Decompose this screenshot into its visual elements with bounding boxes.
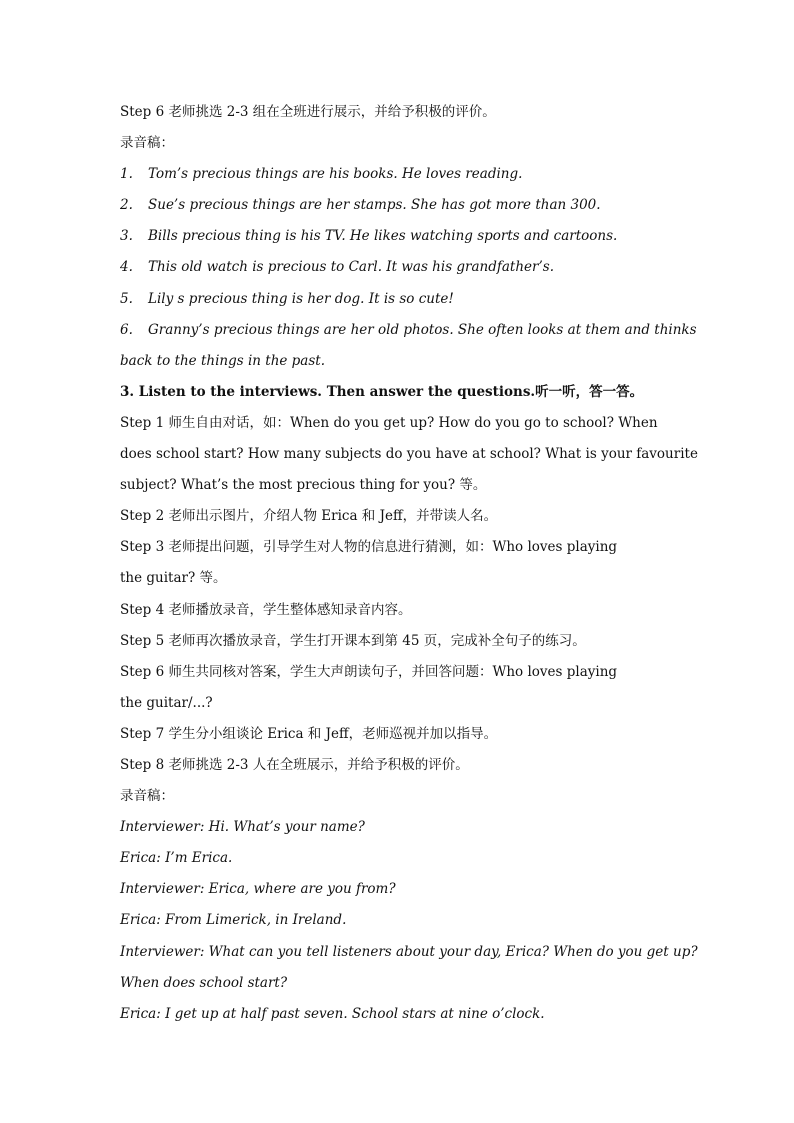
dialogue-line: Erica: From Limerick, in Ireland. — [120, 912, 347, 929]
dialogue-line: Erica: I’m Erica. — [120, 850, 233, 867]
step2: Step 2 老师出示图片，介绍人物 Erica 和 Jeff，并带读人名。 — [120, 508, 498, 525]
item-text: Sue’s precious things are her stamps. She has got more than 300. — [148, 197, 601, 214]
item-number: 6. — [120, 321, 133, 338]
transcript-item-1 — [120, 159, 675, 190]
item-number: 5. — [120, 290, 133, 307]
step3-line-2: the guitar? 等。 — [120, 570, 227, 587]
transcript-item-2 — [120, 190, 675, 221]
transcript-item-6-cont: back to the things in the past. — [120, 352, 325, 369]
section-heading: 3. Listen to the interviews. Then answer the questions.听一听，答一答。 — [120, 383, 644, 400]
transcript-item-6 — [120, 315, 697, 346]
step1-line-2: does school start? How many subjects do you have at school? What is your favourite — [120, 446, 698, 463]
dialogue-line: When does school start? — [120, 974, 288, 991]
item-text: Bills precious thing is his TV. He likes watching sports and cartoons. — [148, 228, 618, 245]
step4: Step 4 老师播放录音，学生整体感知录音内容。 — [120, 601, 412, 618]
item-number: 1. — [120, 166, 133, 183]
transcript-label: 录音稿： — [120, 788, 174, 805]
step5: Step 5 老师再次播放录音，学生打开课本到第 45 页，完成补全句子的练习。 — [120, 632, 586, 649]
dialogue-line: Interviewer: Hi. What’s your name? — [120, 819, 365, 836]
dialogue-line: Interviewer: Erica, where are you from? — [120, 881, 396, 898]
dialogue-line: Erica: I get up at half past seven. School stars at nine o’clock. — [120, 1005, 545, 1022]
document-page — [120, 97, 698, 1030]
item-text: Lily s precious thing is her dog. It is so cute! — [148, 290, 454, 307]
item-number: 4. — [120, 259, 133, 276]
item-text: Granny’s precious things are her old photos. She often looks at them and thinks — [148, 321, 697, 338]
step1-line-1: Step 1 师生自由对话，如：When do you get up? How do you go to school? When — [120, 414, 658, 431]
item-text: Tom’s precious things are his books. He loves reading. — [148, 166, 523, 183]
step8: Step 8 老师挑选 2-3 人在全班展示，并给予积极的评价。 — [120, 756, 469, 773]
step3-line-1: Step 3 老师提出问题，引导学生对人物的信息进行猜测，如：Who loves playing — [120, 539, 618, 556]
item-number: 2. — [120, 197, 133, 214]
transcript-item-4 — [120, 252, 675, 283]
step7: Step 7 学生分小组谈论 Erica 和 Jeff，老师巡视并加以指导。 — [120, 725, 498, 742]
dialogue-line: Interviewer: What can you tell listeners about your day, Erica? When do you get up? — [120, 943, 698, 960]
step1-line-3: subject? What’s the most precious thing for you? 等。 — [120, 477, 487, 494]
item-text: This old watch is precious to Carl. It was his grandfather’s. — [148, 259, 555, 276]
step6-top: Step 6 老师挑选 2-3 组在全班进行展示，并给予积极的评价。 — [120, 104, 496, 120]
item-number: 3. — [120, 228, 133, 245]
step6-line-2: the guitar/...? — [120, 694, 213, 711]
transcript-item-5 — [120, 284, 675, 315]
transcript-label: 录音稿： — [120, 135, 174, 152]
step6-line-1: Step 6 师生共同核对答案，学生大声朗读句子，并回答问题：Who loves playing — [120, 663, 618, 680]
transcript-item-3 — [120, 221, 675, 252]
